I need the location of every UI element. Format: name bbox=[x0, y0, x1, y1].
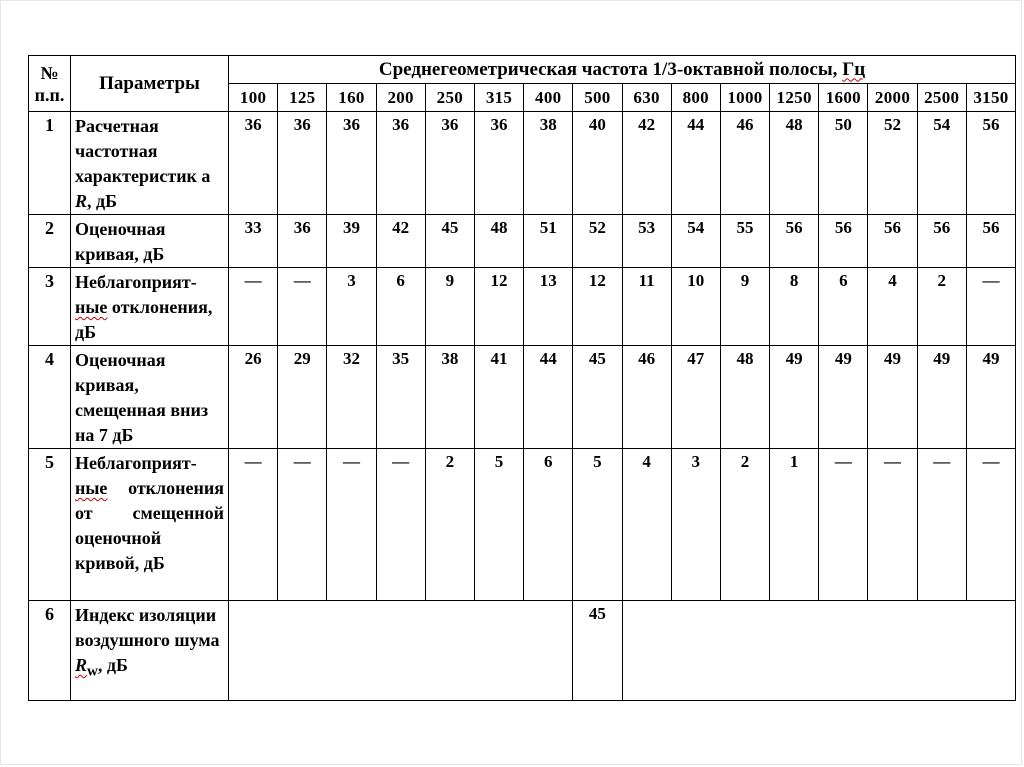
table-row-2 bbox=[29, 215, 1016, 268]
value-cell: 56 bbox=[917, 215, 966, 268]
value-cell: — bbox=[868, 449, 917, 601]
parameters-table bbox=[28, 55, 1016, 701]
freq-3150: 3150 bbox=[966, 84, 1015, 112]
header-frequency-title bbox=[229, 56, 1016, 84]
row-number: 5 bbox=[29, 449, 71, 601]
value-cell: 38 bbox=[425, 346, 474, 449]
value-cell: — bbox=[327, 449, 376, 601]
freq-2500: 2500 bbox=[917, 84, 966, 112]
value-cell: 32 bbox=[327, 346, 376, 449]
value-cell: 36 bbox=[474, 112, 523, 215]
value-cell: 29 bbox=[278, 346, 327, 449]
value-cell: — bbox=[229, 268, 278, 346]
row-number: 6 bbox=[29, 601, 71, 701]
value-cell: 36 bbox=[278, 215, 327, 268]
value-cell: 4 bbox=[868, 268, 917, 346]
value-cell: 50 bbox=[819, 112, 868, 215]
value-cell: 13 bbox=[524, 268, 573, 346]
freq-160: 160 bbox=[327, 84, 376, 112]
value-cell: 36 bbox=[376, 112, 425, 215]
value-cell: 49 bbox=[917, 346, 966, 449]
row-number: 2 bbox=[29, 215, 71, 268]
value-cell: 5 bbox=[573, 449, 622, 601]
row-number: 3 bbox=[29, 268, 71, 346]
symbol-r: R bbox=[75, 655, 88, 675]
row-label bbox=[71, 601, 229, 701]
row-label-text: отклонения, дБ bbox=[75, 297, 213, 342]
value-cell: 42 bbox=[622, 112, 671, 215]
value-cell: 4 bbox=[622, 449, 671, 601]
row-label-text: отклонения от смещенной оценочной кривой, дБ bbox=[75, 478, 224, 573]
row-number: 4 bbox=[29, 346, 71, 449]
row-label-unit: , дБ bbox=[97, 655, 128, 675]
value-cell: 48 bbox=[720, 346, 769, 449]
freq-500: 500 bbox=[573, 84, 622, 112]
row-label bbox=[71, 112, 229, 215]
value-cell: 54 bbox=[671, 215, 720, 268]
value-cell: — bbox=[278, 449, 327, 601]
value-cell: 40 bbox=[573, 112, 622, 215]
value-cell: 3 bbox=[671, 449, 720, 601]
value-cell: 3 bbox=[327, 268, 376, 346]
value-cell: 36 bbox=[278, 112, 327, 215]
value-cell: 47 bbox=[671, 346, 720, 449]
value-cell: 51 bbox=[524, 215, 573, 268]
value-cell: — bbox=[966, 268, 1015, 346]
value-cell: 36 bbox=[327, 112, 376, 215]
header-parameters: Параметры bbox=[71, 56, 229, 112]
row-label: Оценочная кривая, дБ bbox=[71, 215, 229, 268]
freq-800: 800 bbox=[671, 84, 720, 112]
freq-250: 250 bbox=[425, 84, 474, 112]
value-cell: 38 bbox=[524, 112, 573, 215]
value-cell: 39 bbox=[327, 215, 376, 268]
value-cell: — bbox=[229, 449, 278, 601]
row-label-text: ные bbox=[75, 478, 108, 498]
value-cell: 48 bbox=[474, 215, 523, 268]
empty-merged-cell-left bbox=[229, 601, 573, 701]
row-number: 1 bbox=[29, 112, 71, 215]
value-cell: 41 bbox=[474, 346, 523, 449]
row-label: Оценочная кривая, смещенная вниз на 7 дБ bbox=[71, 346, 229, 449]
freq-1600: 1600 bbox=[819, 84, 868, 112]
value-cell: 26 bbox=[229, 346, 278, 449]
value-cell: 56 bbox=[819, 215, 868, 268]
freq-200: 200 bbox=[376, 84, 425, 112]
value-cell: 8 bbox=[770, 268, 819, 346]
value-cell: 49 bbox=[770, 346, 819, 449]
value-cell: 55 bbox=[720, 215, 769, 268]
value-cell: 36 bbox=[229, 112, 278, 215]
freq-400: 400 bbox=[524, 84, 573, 112]
value-cell: — bbox=[376, 449, 425, 601]
value-cell: 46 bbox=[622, 346, 671, 449]
header-row bbox=[29, 56, 1016, 84]
value-cell: 45 bbox=[573, 346, 622, 449]
value-cell: 35 bbox=[376, 346, 425, 449]
freq-title-text: Среднегеометрическая частота 1/3-октавной полосы, bbox=[378, 58, 843, 80]
row-label-text: Индекс изоляции воздушного шума bbox=[75, 605, 220, 650]
value-cell: 11 bbox=[622, 268, 671, 346]
freq-630: 630 bbox=[622, 84, 671, 112]
row-label-text: Расчетная частотная характеристик а bbox=[75, 116, 211, 186]
table-row-6 bbox=[29, 601, 1016, 701]
value-cell: 49 bbox=[966, 346, 1015, 449]
empty-merged-cell-right bbox=[622, 601, 1016, 701]
value-cell: 10 bbox=[671, 268, 720, 346]
freq-1000: 1000 bbox=[720, 84, 769, 112]
value-cell: 49 bbox=[868, 346, 917, 449]
freq-315: 315 bbox=[474, 84, 523, 112]
table-row-5 bbox=[29, 449, 1016, 601]
value-cell: 54 bbox=[917, 112, 966, 215]
value-cell: 56 bbox=[770, 215, 819, 268]
row-label bbox=[71, 449, 229, 601]
header-num: № п.п. bbox=[29, 56, 71, 112]
value-cell: 42 bbox=[376, 215, 425, 268]
freq-2000: 2000 bbox=[868, 84, 917, 112]
freq-title-unit: Гц bbox=[842, 58, 866, 80]
value-cell: 52 bbox=[573, 215, 622, 268]
value-cell: 6 bbox=[819, 268, 868, 346]
value-cell: 12 bbox=[474, 268, 523, 346]
value-cell: 46 bbox=[720, 112, 769, 215]
value-cell: — bbox=[278, 268, 327, 346]
value-cell: 2 bbox=[917, 268, 966, 346]
value-cell: 56 bbox=[966, 215, 1015, 268]
value-cell: 2 bbox=[425, 449, 474, 601]
value-cell: 12 bbox=[573, 268, 622, 346]
value-cell: 33 bbox=[229, 215, 278, 268]
row-label-text: Неблагоприят- bbox=[75, 272, 197, 292]
symbol-r: R bbox=[75, 191, 88, 211]
value-cell: 44 bbox=[671, 112, 720, 215]
value-cell: 36 bbox=[425, 112, 474, 215]
value-cell: 5 bbox=[474, 449, 523, 601]
table-row-3 bbox=[29, 268, 1016, 346]
freq-100: 100 bbox=[229, 84, 278, 112]
value-cell: 9 bbox=[720, 268, 769, 346]
table-row-4 bbox=[29, 346, 1016, 449]
freq-1250: 1250 bbox=[770, 84, 819, 112]
value-cell: 49 bbox=[819, 346, 868, 449]
value-cell: 6 bbox=[524, 449, 573, 601]
value-cell: 56 bbox=[966, 112, 1015, 215]
value-cell: 1 bbox=[770, 449, 819, 601]
value-cell: 53 bbox=[622, 215, 671, 268]
row-label bbox=[71, 268, 229, 346]
value-cell: 48 bbox=[770, 112, 819, 215]
value-cell: 45 bbox=[425, 215, 474, 268]
value-cell: — bbox=[819, 449, 868, 601]
value-cell: — bbox=[917, 449, 966, 601]
value-cell: 9 bbox=[425, 268, 474, 346]
freq-125: 125 bbox=[278, 84, 327, 112]
symbol-subscript: w bbox=[87, 663, 98, 680]
value-cell: 56 bbox=[868, 215, 917, 268]
value-cell: 52 bbox=[868, 112, 917, 215]
row-label-text: Неблагоприят- bbox=[75, 453, 197, 473]
value-cell: 44 bbox=[524, 346, 573, 449]
row-label-unit: , дБ bbox=[87, 191, 118, 211]
row-label-text: ные bbox=[75, 297, 108, 317]
value-cell: 2 bbox=[720, 449, 769, 601]
value-cell: 6 bbox=[376, 268, 425, 346]
value-cell: — bbox=[966, 449, 1015, 601]
index-value-cell: 45 bbox=[573, 601, 622, 701]
table-row-1 bbox=[29, 112, 1016, 215]
